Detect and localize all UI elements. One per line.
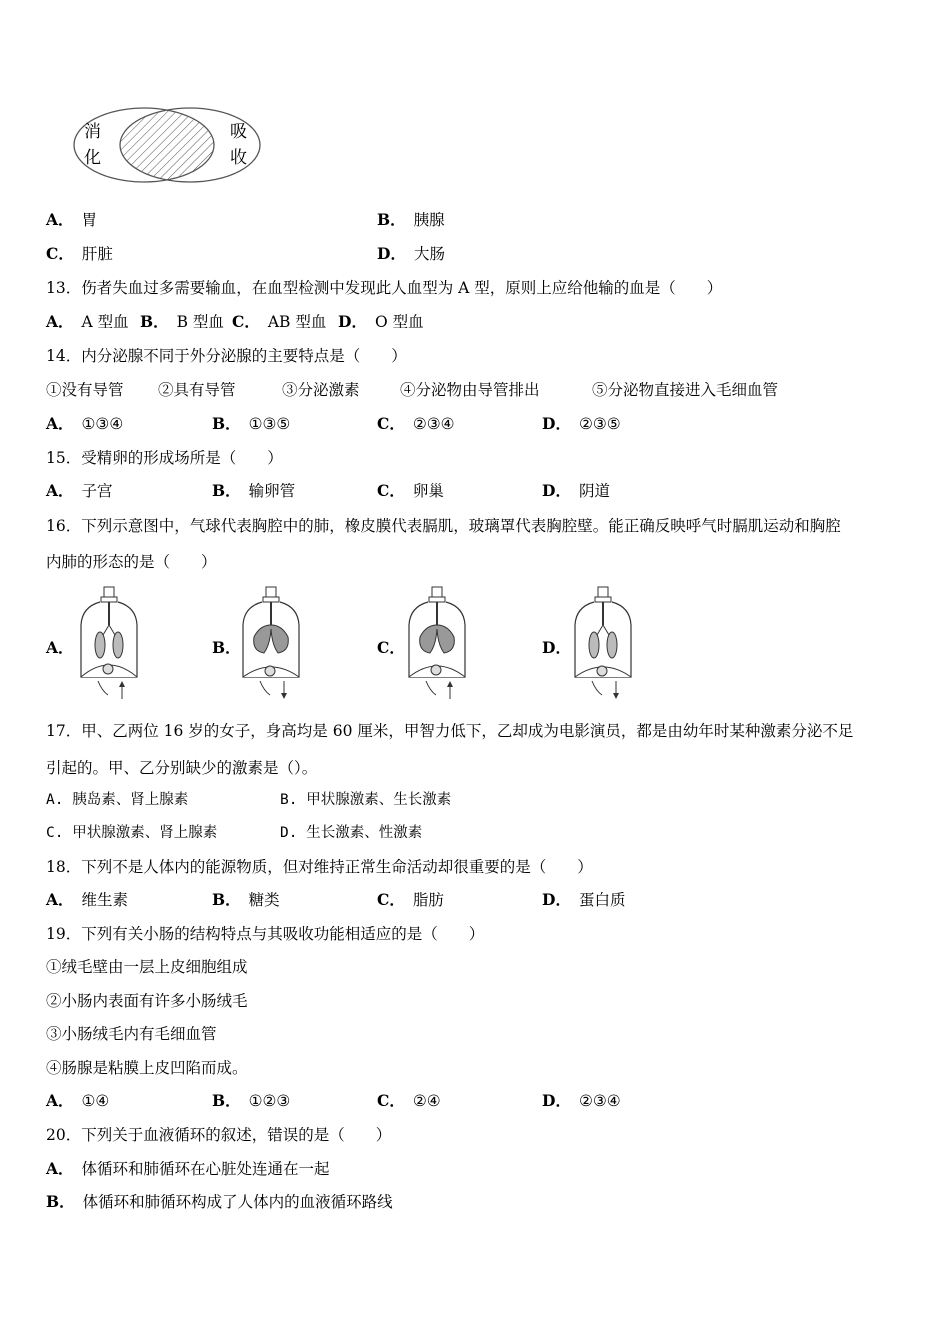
bell-jar-diagram-c	[404, 585, 470, 701]
q16-option-b[interactable]: B．	[212, 638, 241, 657]
q13-option-d[interactable]: D． O 型血	[338, 312, 424, 331]
bell-jar-diagram-d	[570, 585, 636, 701]
q19-option-b[interactable]: B． ①②③	[212, 1091, 291, 1110]
q12-option-c[interactable]: C． 肝脏	[46, 244, 113, 263]
bell-jar-diagram-a	[76, 585, 142, 701]
q15-option-d[interactable]: D． 阴道	[542, 481, 610, 500]
q19-option-d[interactable]: D． ②③④	[542, 1091, 621, 1110]
q14-item-4: ④分泌物由导管排出	[400, 381, 540, 399]
q14-option-c[interactable]: C． ②③④	[377, 414, 455, 433]
q15-option-a[interactable]: A． 子宫	[46, 481, 113, 500]
q12-option-b[interactable]: B． 胰腺	[377, 210, 445, 229]
q14-option-d[interactable]: D． ②③⑤	[542, 414, 621, 433]
q19-item-2: ②小肠内表面有许多小肠绒毛	[46, 992, 248, 1010]
q14-item-1: ①没有导管	[46, 381, 124, 399]
q14-item-2: ②具有导管	[158, 381, 236, 399]
q19-option-a[interactable]: A． ①④	[46, 1091, 110, 1110]
q17-option-c[interactable]: C. 甲状腺激素、肾上腺素	[46, 825, 218, 841]
q12-option-d[interactable]: D． 大肠	[377, 244, 445, 263]
q13-stem: 13．伤者失血过多需要输血，在血型检测中发现此人血型为 A 型，原则上应给他输的血是（ ）	[46, 279, 723, 297]
venn-diagram	[72, 105, 262, 185]
venn-label-absorb-1: 吸	[230, 122, 247, 142]
q15-stem: 15．受精卵的形成场所是（ ）	[46, 449, 283, 467]
q18-option-b[interactable]: B． 糖类	[212, 890, 280, 909]
q13-option-b[interactable]: B． B 型血	[140, 312, 224, 331]
q17-stem-line-2: 引起的。甲、乙分别缺少的激素是（）。	[46, 759, 318, 777]
venn-label-digest-1: 消	[84, 122, 101, 142]
q18-stem: 18．下列不是人体内的能源物质，但对维持正常生命活动却很重要的是（ ）	[46, 858, 593, 876]
q14-option-a[interactable]: A． ①③④	[46, 414, 124, 433]
q20-option-b[interactable]: B． 体循环和肺循环构成了人体内的血液循环路线	[46, 1192, 393, 1211]
q14-stem: 14．内分泌腺不同于外分泌腺的主要特点是（ ）	[46, 347, 407, 365]
q14-option-b[interactable]: B． ①③⑤	[212, 414, 291, 433]
venn-label-absorb-2: 收	[230, 148, 247, 168]
q19-item-3: ③小肠绒毛内有毛细血管	[46, 1025, 217, 1043]
q14-item-3: ③分泌激素	[282, 381, 360, 399]
q16-option-a[interactable]: A．	[46, 638, 74, 657]
q17-stem-line-1: 17．甲、乙两位 16 岁的女子，身高均是 60 厘米，甲智力低下，乙却成为电影演员，都是由幼年时某种激素分泌不足	[46, 722, 854, 740]
q13-option-c[interactable]: C． AB 型血	[232, 312, 327, 331]
q17-option-a[interactable]: A. 胰岛素、肾上腺素	[46, 792, 189, 808]
q19-option-c[interactable]: C． ②④	[377, 1091, 441, 1110]
q16-stem-line-2: 内肺的形态的是（ ）	[46, 553, 217, 571]
q19-item-4: ④肠腺是粘膜上皮凹陷而成。	[46, 1059, 248, 1077]
q15-option-c[interactable]: C． 卵巢	[377, 481, 444, 500]
q16-stem-line-1: 16．下列示意图中，气球代表胸腔中的肺，橡皮膜代表膈肌，玻璃罩代表胸腔壁。能正确反映呼气时膈肌运动和胸腔	[46, 517, 841, 535]
q14-item-5: ⑤分泌物直接进入毛细血管	[592, 381, 779, 399]
q19-stem: 19．下列有关小肠的结构特点与其吸收功能相适应的是（ ）	[46, 925, 485, 943]
q17-option-d[interactable]: D. 生长激素、性激素	[280, 825, 423, 841]
q19-item-1: ①绒毛壁由一层上皮细胞组成	[46, 958, 248, 976]
venn-label-digest-2: 化	[84, 148, 101, 168]
q20-option-a[interactable]: A． 体循环和肺循环在心脏处连通在一起	[46, 1159, 330, 1178]
q18-option-a[interactable]: A． 维生素	[46, 890, 129, 909]
q16-option-d[interactable]: D．	[542, 638, 571, 657]
q15-option-b[interactable]: B． 输卵管	[212, 481, 296, 500]
bell-jar-diagram-b	[238, 585, 304, 701]
q13-option-a[interactable]: A． A 型血	[46, 312, 129, 331]
q17-option-b[interactable]: B. 甲状腺激素、生长激素	[280, 792, 452, 808]
q18-option-d[interactable]: D． 蛋白质	[542, 890, 626, 909]
q18-option-c[interactable]: C． 脂肪	[377, 890, 444, 909]
q16-option-c[interactable]: C．	[377, 638, 405, 657]
q20-stem: 20．下列关于血液循环的叙述，错误的是（ ）	[46, 1126, 392, 1144]
q12-option-a[interactable]: A． 胃	[46, 210, 98, 229]
